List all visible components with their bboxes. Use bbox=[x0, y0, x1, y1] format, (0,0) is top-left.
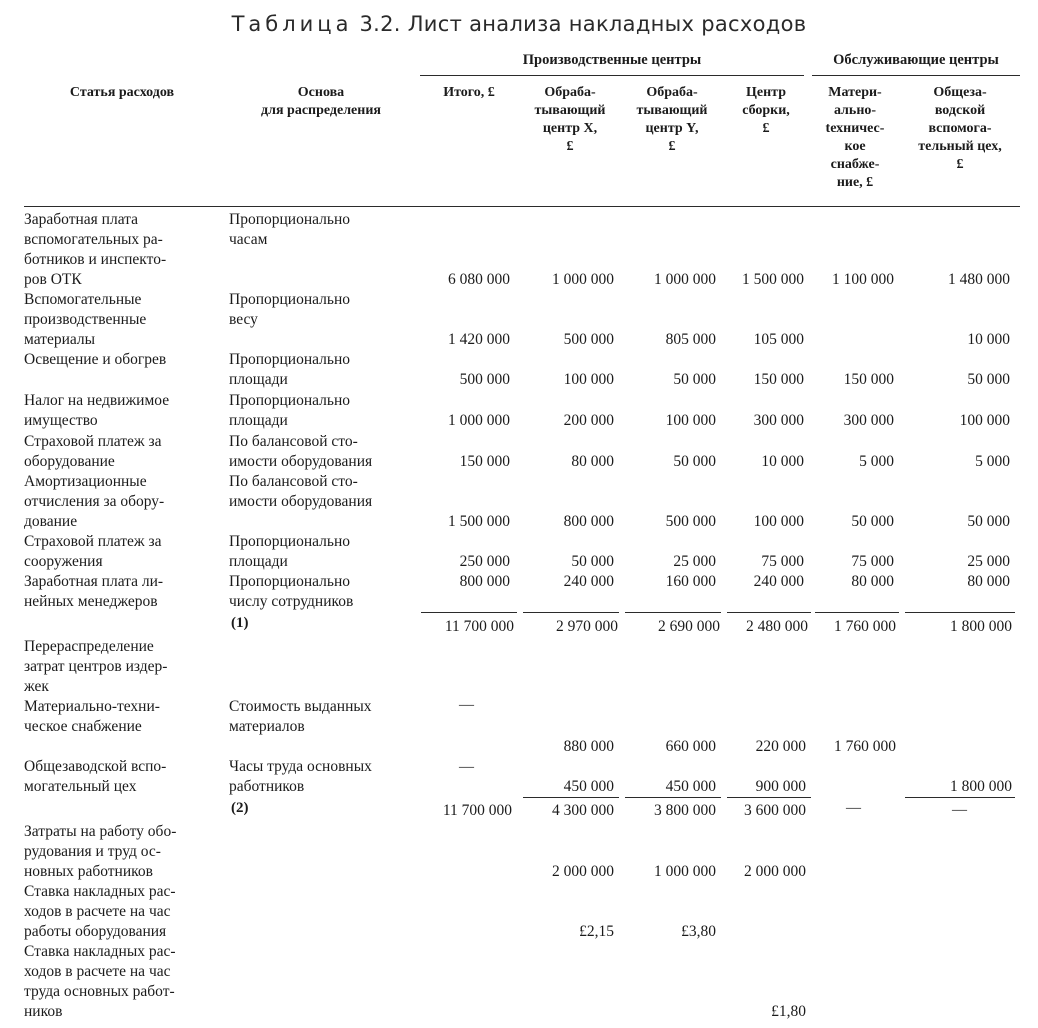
row-basis: По балансовой сто- имости оборудования bbox=[229, 473, 373, 510]
cell-assembly: 100 000 bbox=[753, 513, 804, 530]
cell-center-x: 1 000 000 bbox=[552, 271, 614, 288]
row-item: Вспомогательные производственные материалы bbox=[24, 291, 147, 348]
realloc-total-dash: — bbox=[459, 697, 474, 713]
cell-supply: 1 100 000 bbox=[832, 271, 894, 288]
col-header-item: Статья расходов bbox=[69, 85, 175, 100]
subtotal-rule bbox=[727, 797, 811, 798]
row-item: Страховой платеж за сооружения bbox=[24, 533, 162, 570]
subtotal-rule bbox=[625, 797, 721, 798]
cell-center-y: 805 000 bbox=[665, 331, 716, 348]
subtotal-marker-2: (2) bbox=[231, 800, 249, 816]
cell-center-y: 450 000 bbox=[665, 778, 716, 795]
subtotal-aux-shop-dash: — bbox=[952, 802, 967, 818]
subtotal-rule bbox=[905, 797, 1015, 798]
col-header-assembly: Центр сборки, £ bbox=[742, 85, 790, 136]
subtotal-supply: 1 760 000 bbox=[834, 618, 896, 635]
cell-total: 1 420 000 bbox=[448, 331, 510, 348]
realloc-row-basis: Часы труда основных работников bbox=[229, 758, 372, 795]
subtotal-rule bbox=[815, 612, 899, 613]
subtotal-rule bbox=[905, 612, 1015, 613]
extra-row-item: Затраты на работу обо- рудования и труд ос- новных работников bbox=[24, 823, 177, 880]
cell-aux-shop: 100 000 bbox=[959, 412, 1010, 429]
subtotal-center-x: 4 300 000 bbox=[552, 802, 614, 819]
cell-center-y: 100 000 bbox=[665, 412, 716, 429]
col-header-aux-shop: Общеза- водской вспомога- тельный цех, £ bbox=[918, 85, 1002, 172]
row-item: Заработная плата вспомогательных ра- ботников и инспекто- ров ОТК bbox=[24, 211, 167, 288]
cell-supply: 75 000 bbox=[851, 553, 894, 570]
subtotal-assembly: 2 480 000 bbox=[746, 618, 808, 635]
cell-assembly: 240 000 bbox=[753, 573, 804, 590]
cell-center-x: £2,15 bbox=[579, 923, 614, 940]
row-basis: Пропорционально числу сотрудников bbox=[229, 573, 354, 610]
cell-total: 500 000 bbox=[459, 371, 510, 388]
cell-center-y: 160 000 bbox=[665, 573, 716, 590]
cell-total: 800 000 bbox=[459, 573, 510, 590]
cell-center-x: 80 000 bbox=[571, 453, 614, 470]
cell-center-y: 660 000 bbox=[665, 738, 716, 755]
cell-total: 250 000 bbox=[459, 553, 510, 570]
realloc-heading: Перераспределение затрат центров издер- жек bbox=[24, 638, 168, 695]
caption-text: 3.2. Лист анализа накладных расходов bbox=[359, 12, 807, 36]
subtotal-center-x: 2 970 000 bbox=[556, 618, 618, 635]
cell-total: 1 000 000 bbox=[448, 412, 510, 429]
cell-aux-shop: 10 000 bbox=[967, 331, 1010, 348]
group-production-rule bbox=[420, 75, 804, 76]
cell-supply: 300 000 bbox=[843, 412, 894, 429]
cell-center-y: £3,80 bbox=[681, 923, 716, 940]
subtotal-center-y: 3 800 000 bbox=[654, 802, 716, 819]
cell-center-y: 25 000 bbox=[673, 553, 716, 570]
cell-center-x: 2 000 000 bbox=[552, 863, 614, 880]
row-basis: Пропорционально площади bbox=[229, 351, 350, 388]
cell-assembly: 75 000 bbox=[761, 553, 804, 570]
cell-aux-shop: 50 000 bbox=[967, 371, 1010, 388]
row-basis: Пропорционально площади bbox=[229, 533, 350, 570]
cell-center-x: 880 000 bbox=[563, 738, 614, 755]
realloc-row-item: Материально-техни- ческое снабжение bbox=[24, 698, 160, 735]
caption-label: Таблица bbox=[231, 12, 353, 36]
cell-assembly: 1 500 000 bbox=[742, 271, 804, 288]
group-service-rule bbox=[812, 75, 1020, 76]
group-service-header: Обслуживающие центры bbox=[833, 52, 999, 68]
col-header-total: Итого, £ bbox=[443, 85, 495, 100]
cell-center-x: 50 000 bbox=[571, 553, 614, 570]
cell-center-y: 500 000 bbox=[665, 513, 716, 530]
subtotal-assembly: 3 600 000 bbox=[744, 802, 806, 819]
cell-aux-shop: 80 000 bbox=[967, 573, 1010, 590]
subtotal-rule bbox=[727, 612, 811, 613]
subtotal-rule bbox=[421, 612, 517, 613]
col-header-basis: Основа для распределения bbox=[261, 85, 381, 118]
cell-total: 150 000 bbox=[459, 453, 510, 470]
realloc-row-basis: Стоимость выданных материалов bbox=[229, 698, 372, 735]
extra-row-item: Ставка накладных рас- ходов в расчете на час труда основных работ- ников bbox=[24, 943, 176, 1020]
row-item: Налог на недвижимое имущество bbox=[24, 392, 170, 429]
cell-center-x: 450 000 bbox=[563, 778, 614, 795]
cell-aux-shop: 5 000 bbox=[975, 453, 1010, 470]
cell-center-y: 50 000 bbox=[673, 371, 716, 388]
cell-center-x: 500 000 bbox=[563, 331, 614, 348]
subtotal-rule bbox=[625, 612, 721, 613]
cell-assembly: 10 000 bbox=[761, 453, 804, 470]
header-bottom-rule bbox=[24, 206, 1020, 207]
row-basis: Пропорционально весу bbox=[229, 291, 350, 328]
cell-assembly: 150 000 bbox=[753, 371, 804, 388]
subtotal-rule bbox=[523, 612, 619, 613]
realloc-total-dash: — bbox=[459, 759, 474, 775]
row-item: Амортизационные отчисления за обору- дование bbox=[24, 473, 165, 530]
subtotal-total: 11 700 000 bbox=[442, 802, 512, 819]
col-header-supply: Матери- ально- tехничес- кое снабже- ние, £ bbox=[825, 85, 885, 190]
cell-assembly: 300 000 bbox=[753, 412, 804, 429]
extra-row-item: Ставка накладных рас- ходов в расчете на час работы оборудования bbox=[24, 883, 176, 940]
table-caption bbox=[0, 12, 1038, 36]
cell-assembly: £1,80 bbox=[771, 1003, 806, 1020]
subtotal-rule bbox=[523, 797, 619, 798]
row-item: Освещение и обогрев bbox=[24, 351, 167, 368]
group-production-header: Производственные центры bbox=[522, 52, 702, 68]
cell-assembly: 2 000 000 bbox=[744, 863, 806, 880]
cell-center-x: 200 000 bbox=[563, 412, 614, 429]
subtotal-marker-1: (1) bbox=[231, 615, 249, 631]
cell-center-y: 1 000 000 bbox=[654, 271, 716, 288]
cell-supply: 50 000 bbox=[851, 513, 894, 530]
cell-assembly: 900 000 bbox=[755, 778, 806, 795]
cell-aux-shop: 25 000 bbox=[967, 553, 1010, 570]
subtotal-aux-shop: 1 800 000 bbox=[950, 618, 1012, 635]
cell-assembly: 105 000 bbox=[753, 331, 804, 348]
cell-supply: 5 000 bbox=[859, 453, 894, 470]
cell-aux-shop: 1 800 000 bbox=[950, 778, 1012, 795]
subtotal-center-y: 2 690 000 bbox=[658, 618, 720, 635]
subtotal-supply-dash: — bbox=[846, 800, 861, 816]
col-header-center-x: Обраба- тывающий центр X, £ bbox=[534, 85, 606, 154]
cell-assembly: 220 000 bbox=[755, 738, 806, 755]
cell-aux-shop: 1 480 000 bbox=[948, 271, 1010, 288]
cell-center-y: 50 000 bbox=[673, 453, 716, 470]
row-basis: Пропорционально часам bbox=[229, 211, 350, 248]
cell-center-y: 1 000 000 bbox=[654, 863, 716, 880]
cell-supply: 150 000 bbox=[843, 371, 894, 388]
cell-total: 6 080 000 bbox=[448, 271, 510, 288]
cell-center-x: 240 000 bbox=[563, 573, 614, 590]
cell-aux-shop: 50 000 bbox=[967, 513, 1010, 530]
row-item: Заработная плата ли- нейных менеджеров bbox=[24, 573, 164, 610]
col-header-center-y: Обраба- тывающий центр Y, £ bbox=[636, 85, 708, 154]
cell-supply: 80 000 bbox=[851, 573, 894, 590]
cell-center-x: 800 000 bbox=[563, 513, 614, 530]
row-item: Страховой платеж за оборудование bbox=[24, 433, 162, 470]
cell-center-x: 100 000 bbox=[563, 371, 614, 388]
cell-supply: 1 760 000 bbox=[834, 738, 896, 755]
cell-total: 1 500 000 bbox=[448, 513, 510, 530]
row-basis: По балансовой сто- имости оборудования bbox=[229, 433, 373, 470]
row-basis: Пропорционально площади bbox=[229, 392, 350, 429]
subtotal-total: 11 700 000 bbox=[444, 618, 514, 635]
realloc-row-item: Общезаводской вспо- могательный цех bbox=[24, 758, 167, 795]
